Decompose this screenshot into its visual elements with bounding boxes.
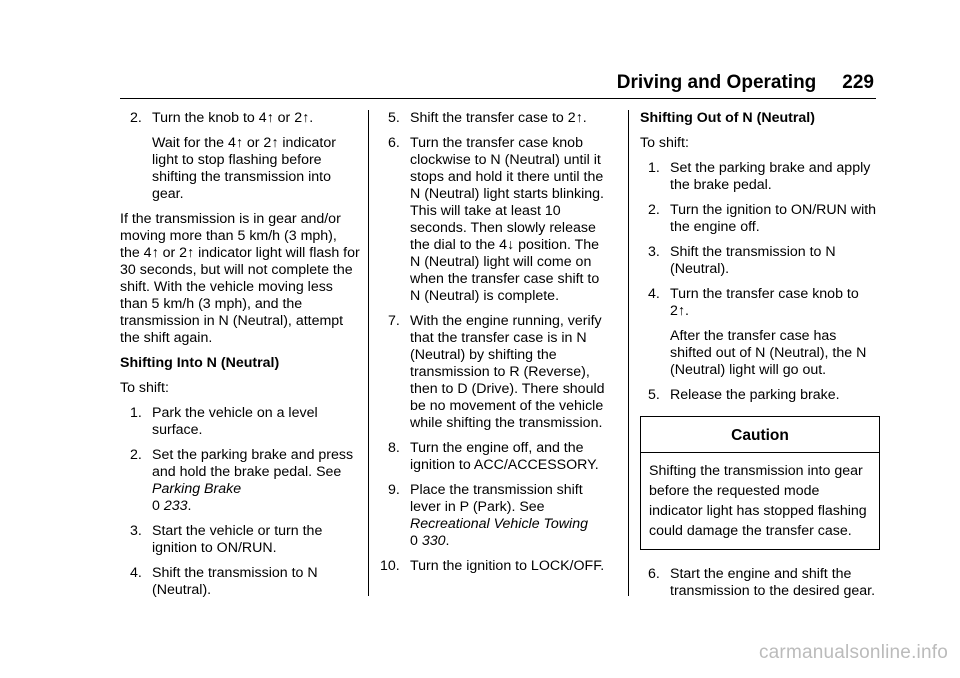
caution-box xyxy=(640,416,880,550)
column-divider-2 xyxy=(628,110,629,596)
up-arrow-icon: ↑ xyxy=(151,245,159,261)
down-arrow-icon: ↓ xyxy=(507,237,515,253)
paragraph: If the transmission is in gear and/or moving more than 5 km/h (3 mph), the 4↑ or 2↑ indicator light will flash for 30 seconds, but will not complete the shift. With the vehicle moving less than 5 km/h (3 mph), and the transmission in N (Neutral), attempt the shift again. xyxy=(120,211,360,346)
list-item: 4. Shift the transmission to N (Neutral). xyxy=(130,565,318,598)
up-arrow-icon: ↑ xyxy=(677,303,685,319)
page-ref-icon: 0 xyxy=(152,498,160,514)
list-item: 5. Shift the transfer case to 2↑. xyxy=(388,110,587,126)
up-arrow-icon: ↑ xyxy=(187,245,195,261)
running-header xyxy=(617,72,874,94)
list-item: 7. With the engine running, verify that the transfer case is in N (Neutral) by shifting the transmission to R (Reverse), then to D (Drive). There should be no movement of the vehicle while shifting the transmission. xyxy=(388,313,605,431)
page-ref-icon: 0 xyxy=(410,533,418,549)
header-rule xyxy=(120,98,876,99)
list-item: 1. Park the vehicle on a level surface. xyxy=(130,405,318,438)
list-item: 8. Turn the engine off, and the ignition to ACC/ACCESSORY. xyxy=(388,440,599,473)
up-arrow-icon: ↑ xyxy=(266,110,274,126)
cross-reference-link[interactable]: Recreational Vehicle Towing xyxy=(410,516,588,532)
column-right xyxy=(640,110,880,608)
list-item: 3. Shift the transmission to N (Neutral). xyxy=(648,244,836,277)
list-item: 2. Set the parking brake and press and hold the brake pedal. See Parking Brake 0 233. xyxy=(130,447,354,514)
watermark: carmanualsonline.info xyxy=(758,642,948,663)
up-arrow-icon: ↑ xyxy=(271,135,279,151)
list-item: 3. Start the vehicle or turn the ignition to ON/RUN. xyxy=(130,523,323,556)
up-arrow-icon: ↑ xyxy=(302,110,310,126)
paragraph: To shift: xyxy=(120,380,169,396)
list-item: 6. Turn the transfer case knob clockwise to N (Neutral) until it stops and hold it there until the N (Neutral) light starts blinking. This will take at least 10 seconds. Then slowly release the dial to the 4↓ position. The N (Neutral) light will come on when the transfer case shift to N (Neutral) is complete. xyxy=(388,135,604,304)
list-item: 2. Turn the knob to 4↑ or 2↑. Wait for the 4↑ or 2↑ indicator light to stop flashing before shifting the transmission into gear. xyxy=(130,110,336,202)
paragraph: To shift: xyxy=(640,135,689,151)
list-item: 6. Start the engine and shift the transmission to the desired gear. xyxy=(648,566,876,599)
list-item: 4. Turn the transfer case knob to 2↑. After the transfer case has shifted out of N (Neutral), the N (Neutral) light will go out. xyxy=(648,286,867,378)
caution-title: Caution xyxy=(641,417,879,453)
section-title: Driving and Operating xyxy=(616,72,817,93)
list-item: 1. Set the parking brake and apply the brake pedal. xyxy=(648,160,871,193)
cross-reference-link[interactable]: Parking Brake xyxy=(152,481,242,497)
section-heading: Shifting Into N (Neutral) xyxy=(120,355,280,371)
page-reference[interactable]: 330 xyxy=(421,533,446,549)
section-heading: Shifting Out of N (Neutral) xyxy=(640,110,815,126)
list-item: 9. Place the transmission shift lever in P (Park). See Recreational Vehicle Towing 0 330. xyxy=(388,482,588,549)
page-reference[interactable]: 233 xyxy=(163,498,188,514)
caution-text: Shifting the transmission into gear before the requested mode indicator light has stopped flashing could damage the transfer case. xyxy=(649,463,867,539)
list-item: 5. Release the parking brake. xyxy=(648,387,840,403)
list-item: 10. Turn the ignition to LOCK/OFF. xyxy=(380,558,605,574)
page-number: 229 xyxy=(842,72,874,93)
column-divider-1 xyxy=(368,110,369,596)
column-middle xyxy=(380,110,612,583)
up-arrow-icon: ↑ xyxy=(575,110,583,126)
list-item: 2. Turn the ignition to ON/RUN with the engine off. xyxy=(648,202,877,235)
column-left xyxy=(120,110,360,607)
up-arrow-icon: ↑ xyxy=(235,135,243,151)
